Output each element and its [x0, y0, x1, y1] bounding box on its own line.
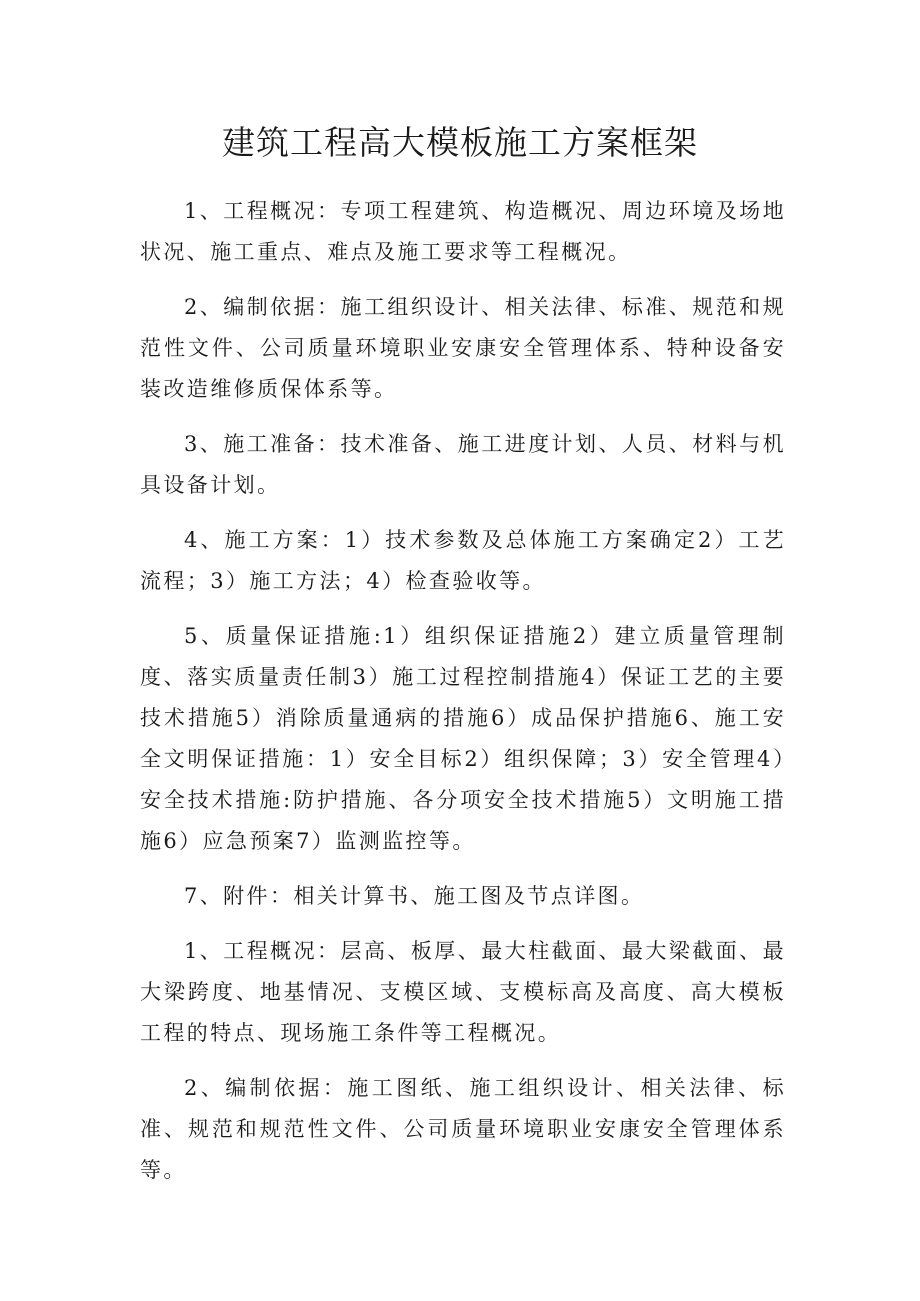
paragraph-compilation-basis: 2、编制依据：施工组织设计、相关法律、标准、规范和规范性文件、公司质量环境职业安康安全管理体系、特种设备安装改造维修质保体系等。: [140, 295, 786, 401]
paragraph-quality-safety-measures: 5、质量保证措施:1）组织保证措施2）建立质量管理制度、落实质量责任制3）施工过程控制措施4）保证工艺的主要技术措施5）消除质量通病的措施6）成品保护措施6、施工安全文明保证措施：1）安全目标2）组织保障；3）安全管理4）安全技术措施:防护措施、各分项安全技术措施5）文明施工措施6）应急预案7）监测监控等。: [140, 624, 786, 853]
paragraph-construction-plan: 4、施工方案：1）技术参数及总体施工方案确定2）工艺流程；3）施工方法；4）检查验收等。: [140, 528, 786, 593]
paragraph-attachments: 7、附件：相关计算书、施工图及节点详图。: [184, 884, 645, 908]
paragraph-project-overview-detail: 1、工程概况：层高、板厚、最大柱截面、最大梁截面、最大梁跨度、地基情况、支模区域、支模标高及高度、高大模板工程的特点、现场施工条件等工程概况。: [140, 939, 786, 1045]
document-title: 建筑工程高大模板施工方案框架: [222, 123, 698, 162]
paragraph-project-overview: 1、工程概况：专项工程建筑、构造概况、周边环境及场地状况、施工重点、难点及施工要求等工程概况。: [140, 199, 786, 264]
paragraph-construction-preparation: 3、施工准备：技术准备、施工进度计划、人员、材料与机具设备计划。: [140, 432, 786, 497]
document-body: [140, 191, 786, 1205]
paragraph-compilation-basis-detail: 2、编制依据：施工图纸、施工组织设计、相关法律、标准、规范和规范性文件、公司质量环境职业安康安全管理体系等。: [140, 1076, 786, 1182]
